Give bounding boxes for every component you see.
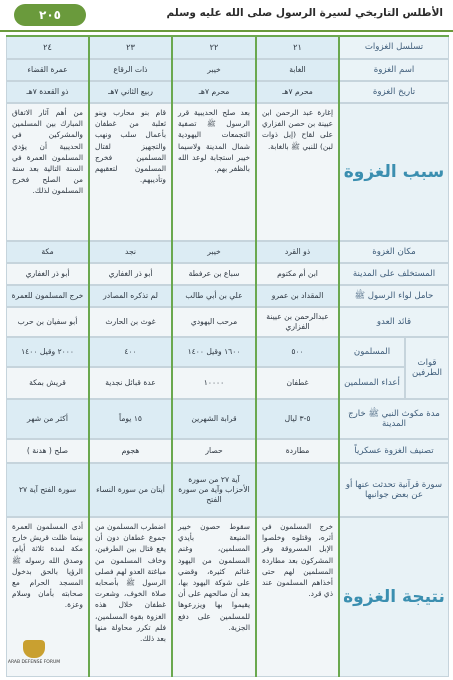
row-label-duration: مدة مكوث النبي ﷺ خارج المدينة: [339, 399, 449, 439]
row-label-result: نتيجة الغزوة: [339, 517, 449, 677]
battle-cause: بعد صلح الحديبية قرر الرسول ﷺ تصفية التجمعات اليهودية شمال المدينة ولاسيما خيبر استجابة لوعد الله بالظفر بهم.: [172, 103, 256, 241]
battle-name: الغابة: [256, 59, 339, 81]
battle-banner: المقداد بن عمرو: [256, 285, 339, 307]
row-label-banner: حامل لواء الرسول ﷺ: [339, 285, 449, 307]
row-label-date: تاريخ الغزوة: [339, 81, 449, 103]
row-label-serial: تسلسل الغزوات: [339, 35, 449, 59]
battle-quran: سورة الفتح آية ٢٧: [6, 463, 89, 517]
battle-muslims: ٢٠٠٠ وقيل ١٤٠٠: [6, 337, 89, 367]
battle-quran: [256, 463, 339, 517]
table-top-border: [6, 35, 449, 37]
battle-duration: أكثر من شهر: [6, 399, 89, 439]
battle-classification: هجوم: [89, 439, 172, 463]
battle-duration: قرابة الشهرين: [172, 399, 256, 439]
battle-place: نجد: [89, 241, 172, 263]
page-header: [0, 0, 453, 32]
battle-place: ذو القرد: [256, 241, 339, 263]
battle-name: عمرة القضاء: [6, 59, 89, 81]
shield-icon: [23, 640, 45, 658]
battle-cause: من أهم آثار الاتفاق المبارك بين المسلمين والمشركين في الحديبية أن يؤدي المسلمون العمرة في السنة التالية بعد سنة من الصلح فخرج المسلمون لذلك.: [6, 103, 89, 241]
column-divider: [255, 35, 257, 677]
battle-place: خيبر: [172, 241, 256, 263]
battle-enemy-leader: غوث بن الحارث: [89, 307, 172, 337]
battle-serial: ٢٣: [89, 35, 172, 59]
battle-result: أدى المسلمون العمرة بينما ظلت قريش خارج مكة لمدة ثلاثة أيام، وصدق الله رسوله ﷺ الرؤيا بالحق بدخول المسجد الحرام مع صحابته بأمان وسلام وعزة.: [6, 517, 89, 677]
battles-table: [6, 35, 449, 677]
row-label-enemies: أعداء المسلمين: [339, 367, 405, 399]
row-label-deputy: المستخلف على المدينة: [339, 263, 449, 285]
battle-serial: ٢١: [256, 35, 339, 59]
battle-date: ذو القعدة ٧هـ: [6, 81, 89, 103]
header-rule: [0, 30, 453, 32]
row-label-enemy-leader: قائد العدو: [339, 307, 449, 337]
row-label-cause: سبب الغزوة: [339, 103, 449, 241]
row-label-muslims: المسلمون: [339, 337, 405, 367]
battle-deputy: سباع بن عرفطة: [172, 263, 256, 285]
battle-enemy-leader: مرحب اليهودي: [172, 307, 256, 337]
battle-classification: صلح ( هدنة ): [6, 439, 89, 463]
battle-cause: إغارة عبد الرحمن ابن عيينة بن حصن الفزاري على لقاح (إبل ذوات لبن) للنبي ﷺ بالغابة.: [256, 103, 339, 241]
battle-enemies: عدة قبائل نجدية: [89, 367, 172, 399]
row-label-classification: تصنيف الغزوة عسكرياً: [339, 439, 449, 463]
forum-watermark: [6, 640, 62, 676]
battle-cause: قام بنو محارب وبنو ثعلبة من غطفان بأعمال سلب ونهب والتجهيز لقتال المسلمين فخرج المسلمون لتعقبهم وتأديبهم.: [89, 103, 172, 241]
page-title: الأطلس التاريخي لسيرة الرسول صلى الله عليه وسلم: [166, 7, 443, 19]
battle-result: سقوط حصون خيبر المنيعة بأيدي المسلمين، وغنم المسلمون من اليهود غنائم كثيرة، وقضي على شوكة اليهود بها، بعد أن صالحهم على أن يقيموا بها ويزرعوها للمسلمين على دفع الجزية.: [172, 517, 256, 677]
battle-banner: خرج المسلمون للعمرة: [6, 285, 89, 307]
battle-classification: مطاردة: [256, 439, 339, 463]
battle-enemies: غطفان: [256, 367, 339, 399]
battle-name: ذات الرقاع: [89, 59, 172, 81]
page-number-badge: ٢٠٥: [14, 4, 86, 26]
battle-muslims: ٤٠٠: [89, 337, 172, 367]
battle-serial: ٢٤: [6, 35, 89, 59]
battle-enemy-leader: عبدالرحمن بن عيينة الفزاري: [256, 307, 339, 337]
battle-deputy: أبو ذر الغفاري: [6, 263, 89, 285]
battle-name: خيبر: [172, 59, 256, 81]
battle-classification: حصار: [172, 439, 256, 463]
battle-date: محرم ٧هـ: [256, 81, 339, 103]
battle-date: محرم ٧هـ: [172, 81, 256, 103]
battle-duration: ١٥ يوماً: [89, 399, 172, 439]
battle-quran: أيتان من سورة النساء: [89, 463, 172, 517]
battle-enemies: قريش بمكة: [6, 367, 89, 399]
column-divider: [171, 35, 173, 677]
watermark-text: ARAB DEFENSE FORUM: [7, 660, 61, 665]
battle-result: خرج المسلمون في أثره، وقتلوه وخلصوا الإبل المسروقة وفر المشركون بعد مطاردة المسلمين لهم حتى أخذاهم المسلمون عند ذي قرد.: [256, 517, 339, 677]
row-label-place: مكان الغزوة: [339, 241, 449, 263]
battle-result: اضطرب المسلمون من جموع غطفان دون أن يقع قتال بين الطرفين، وخاف المسلمون من مباغتة العدو لهم فصلى الرسول ﷺ بأصحابه صلاة الخوف، وشعرت غطفان خلال هذه الغزوة بقوة المسلمين، فلم تكرر محاولة منها بعد ذلك.: [89, 517, 172, 677]
row-label-forces: قوات الطرفين: [405, 337, 449, 399]
battle-date: ربيع الثاني ٧هـ: [89, 81, 172, 103]
battle-quran: آية ٢٧ من سورة الأحزاب وآية من سورة الفتح: [172, 463, 256, 517]
row-label-quran: سورة قرآنية تحدثت عنها أو عن بعض جوانبها: [339, 463, 449, 517]
battle-serial: ٢٢: [172, 35, 256, 59]
column-divider: [338, 35, 340, 677]
battle-banner: لم تذكره المصادر: [89, 285, 172, 307]
battle-banner: علي بن أبي طالب: [172, 285, 256, 307]
column-divider: [88, 35, 90, 677]
battle-enemy-leader: أبو سفيان بن حرب: [6, 307, 89, 337]
battle-deputy: ابن أم مكتوم: [256, 263, 339, 285]
battle-place: مكة: [6, 241, 89, 263]
battle-muslims: ٥٠٠: [256, 337, 339, 367]
battle-duration: ٥-٣ ليال: [256, 399, 339, 439]
row-label-name: اسم الغزوة: [339, 59, 449, 81]
battle-enemies: ١٠٠٠٠: [172, 367, 256, 399]
battle-muslims: ١٦٠٠ وقيل ١٤٠٠: [172, 337, 256, 367]
battle-deputy: أبو ذر الغفاري: [89, 263, 172, 285]
